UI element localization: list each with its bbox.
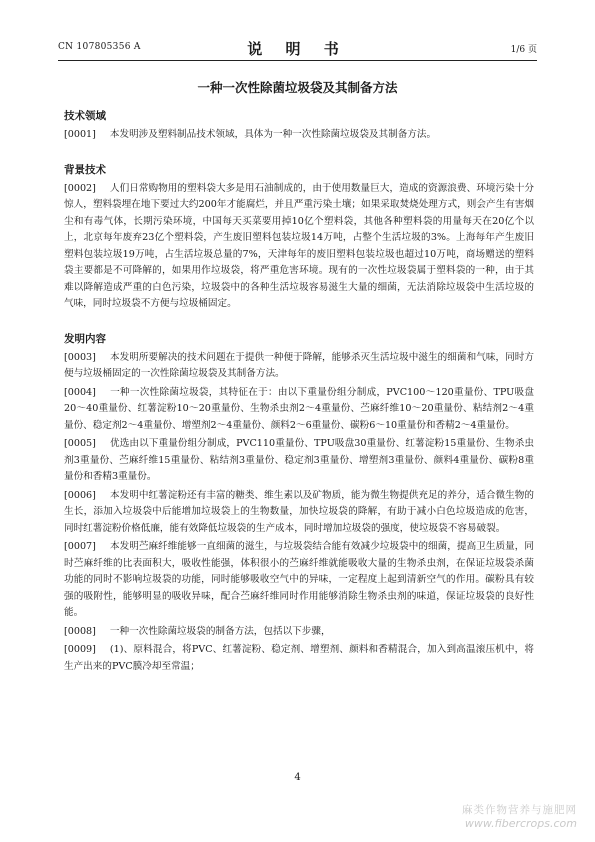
paragraph-number: [0008] bbox=[64, 625, 96, 637]
watermark-url: www.fibercrops.com bbox=[464, 817, 577, 830]
paragraph-number: [0009] bbox=[64, 644, 96, 655]
paragraph-number: [0001] bbox=[64, 129, 96, 140]
section-heading: 背景技术 bbox=[64, 163, 106, 176]
section-heading: 技术领域 bbox=[64, 110, 106, 122]
section bbox=[64, 331, 534, 676]
section bbox=[64, 162, 534, 313]
watermark bbox=[462, 802, 577, 830]
paragraph-text: 本发明所要解决的技术问题在于提供一种便于降解，能够杀灭生活垃圾中滋生的细菌和气味，同时方便与垃圾桶固定的一次性除菌垃圾袋及其制备方法。 bbox=[64, 351, 534, 379]
paragraph bbox=[64, 642, 534, 675]
publication-number: CN 107805356 A bbox=[58, 42, 141, 52]
paragraph bbox=[64, 385, 534, 435]
paragraph-number: [0002] bbox=[64, 182, 96, 194]
paragraph-number: [0004] bbox=[64, 386, 96, 398]
paragraph-text: 本发明中红薯淀粉还有丰富的糖类、维生素以及矿物质，能为微生物提供充足的养分，适合微生物的生长，添加入垃圾袋中后能增加垃圾袋上的生物数量，加快垃圾袋的降解，有助于减小白色垃圾造成的危害，同时红薯淀粉价格低廉，能有效降低垃圾袋的生产成本，同时增加垃圾袋的强度，使垃圾袋不容易破裂。 bbox=[64, 489, 534, 534]
page-of-total: 1/6 页 bbox=[510, 45, 537, 55]
document-type-title: 说 明 书 bbox=[247, 40, 348, 58]
paragraph bbox=[64, 539, 534, 622]
paragraph-number: [0007] bbox=[64, 541, 96, 552]
paragraph-text: 一种一次性除菌垃圾袋，其特征在于：由以下重量份组分制成，PVC100～120重量份、TPU吸盘20～40重量份、红薯淀粉10～20重量份、生物杀虫剂2～4重量份、苎麻纤维10～20重量份、粘结剂2～4重量份、稳定剂2～4重量份、增塑剂2～4重量份、颜料2～6重量份、碳粉6～10重量份和香精2～4重量份。 bbox=[64, 386, 534, 431]
paragraph-number: [0003] bbox=[64, 351, 96, 363]
paragraph bbox=[64, 350, 534, 383]
paragraph bbox=[64, 488, 534, 538]
paragraph-text: 优选由以下重量份组分制成，PVC110重量份、TPU吸盘30重量份、红薯淀粉15重量份、生物杀虫剂3重量份、苎麻纤维15重量份、粘结剂3重量份、稳定剂3重量份、增塑剂3重量份、颜料4重量份、碳粉8重量份和香精3重量份。 bbox=[64, 438, 534, 482]
paragraph-number: [0005] bbox=[64, 438, 96, 449]
page-number: 4 bbox=[294, 772, 301, 783]
paragraph-text: 本发明涉及塑料制品技术领域，具体为一种一次性除菌垃圾袋及其制备方法。 bbox=[109, 129, 437, 140]
paragraph bbox=[64, 624, 534, 641]
paragraph-text: 一种一次性除菌垃圾袋的制备方法，包括以下步骤， bbox=[109, 625, 331, 637]
page-header bbox=[58, 38, 537, 58]
paragraph-text: (1)、原料混合，将PVC、红薯淀粉、稳定剂、增塑剂、颜料和香精混合，加入到高温滚压机中，将生产出来的PVC膜冷却至常温； bbox=[64, 644, 534, 672]
paragraph bbox=[64, 181, 534, 313]
section-heading: 发明内容 bbox=[64, 332, 106, 345]
paragraph bbox=[64, 127, 534, 144]
paragraph-text: 本发明苎麻纤维能够一直细菌的滋生，与垃圾袋结合能有效减少垃圾袋中的细菌，提高卫生质量，同时苎麻纤维的比表面积大，吸收性能强，体积很小的苎麻纤维就能吸收大量的生物杀虫剂，在保证垃圾袋杀菌功能的同时不影响垃圾袋的功能，同时能够吸收空气中的异味，一定程度上起到清新空气的作用。碳粉具有较强的吸附性，能够明显的吸收异味，配合苎麻纤维同时作用能够消除生物杀虫剂的味道，保证垃圾袋的良好性能。 bbox=[64, 541, 534, 618]
document-title: 一种一次性除菌垃圾袋及其制备方法 bbox=[197, 80, 398, 95]
paragraph-text: 人们日常购物用的塑料袋大多是用石油制成的，由于使用数量巨大，造成的资源浪费、环境污染十分惊人，塑料袋埋在地下要过大约200年才能腐烂，并且严重污染土壤；如果采取焚烧处理方式，则会产生有害烟尘和有毒气体，长期污染环境，中国每天买菜要用掉10亿个塑料袋，其他各种塑料袋的用量每天在20亿个以上，北京每年废弃23亿个塑料袋，产生废旧塑料包装垃圾14万吨，占整个生活垃圾的3%。上海每年产生废旧塑料包装垃圾19万吨，占生活垃圾总量的7%，天津每年的废旧塑料包装垃圾也超过10万吨，商场赠送的塑料袋主要都是不可降解的，如果用作垃圾袋，将严重危害环境。现有的一次性垃圾袋属于塑料袋的一种，由于其难以降解造成严重的白色污染，垃圾袋中的各种生活垃圾容易滋生大量的细菌，无法消除垃圾袋中生活垃圾的气味，同时垃圾袋不方便与垃圾桶固定。 bbox=[64, 182, 534, 309]
paragraph bbox=[64, 436, 534, 486]
document-body bbox=[64, 108, 534, 693]
paragraph-number: [0006] bbox=[64, 489, 96, 501]
watermark-text: 麻类作物营养与施肥网 bbox=[462, 804, 577, 816]
section bbox=[64, 108, 534, 144]
header-rule bbox=[58, 60, 537, 61]
